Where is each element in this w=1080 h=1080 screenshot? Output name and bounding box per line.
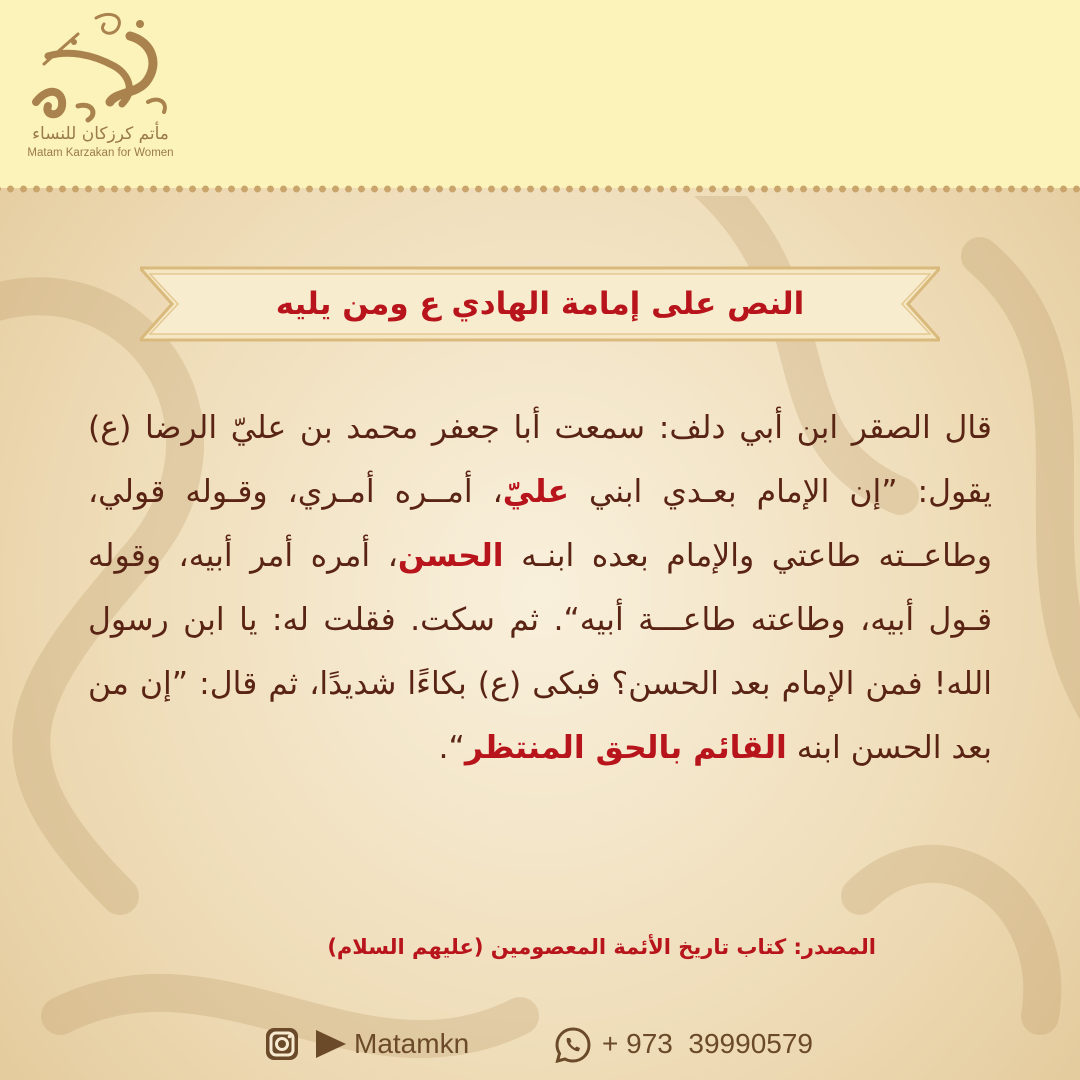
instagram-icon[interactable] [264,1026,300,1062]
phone-number[interactable]: + 973 39990579 [602,1028,813,1059]
highlight-name-ali: عليّ [502,474,570,510]
page-title: النص على إمامة الهادي ع ومن يليه [275,286,805,322]
social-handle[interactable]: Matamkn [354,1028,470,1059]
youtube-icon[interactable] [312,1028,348,1060]
body-text [88,396,992,780]
whatsapp-icon[interactable] [554,1026,592,1064]
body-segment: “. [438,730,465,766]
dotted-divider [0,182,1080,196]
body-segment: ، أمــره أمـري، وقـوله قولي، وطاعــته طاعتي والإمام بعده ابنـه [88,474,993,574]
logo-english-name: Matam Karzakan for Women [27,147,174,159]
body-segment: قال الصقر ابن أبي دلف: سمعت أبا جعفر محمد بن عليّ الرضا (ع) يقول: ”إن الإمام بعـدي ابني [88,410,992,510]
source-citation: المصدر: كتاب تاريخ الأئمة المعصومين (عليهم السلام) [327,935,876,959]
footer-social [264,1024,524,1064]
footer-phone [554,1024,854,1064]
highlight-name-hasan: الحسن [397,538,504,574]
highlight-name-qaim: القائم بالحق المنتظر [464,730,787,766]
logo-calligraphy-icon [18,6,178,124]
logo [10,6,185,171]
title-ribbon [140,262,940,346]
logo-arabic-name: مأتم كرزكان للنساء [32,124,169,144]
body-segment: ، أمره أمر أبيه، وقوله قـول أبيه، وطاعته طاعـــة أبيه“. ثم سكت. فقلت له: يا ابن رسول الله! فمن الإمام بعد الحسن؟ فبكى (ع) بكاءًا شديدًا، ثم قال: ”إن من بعد الحسن ابنه [88,538,992,766]
